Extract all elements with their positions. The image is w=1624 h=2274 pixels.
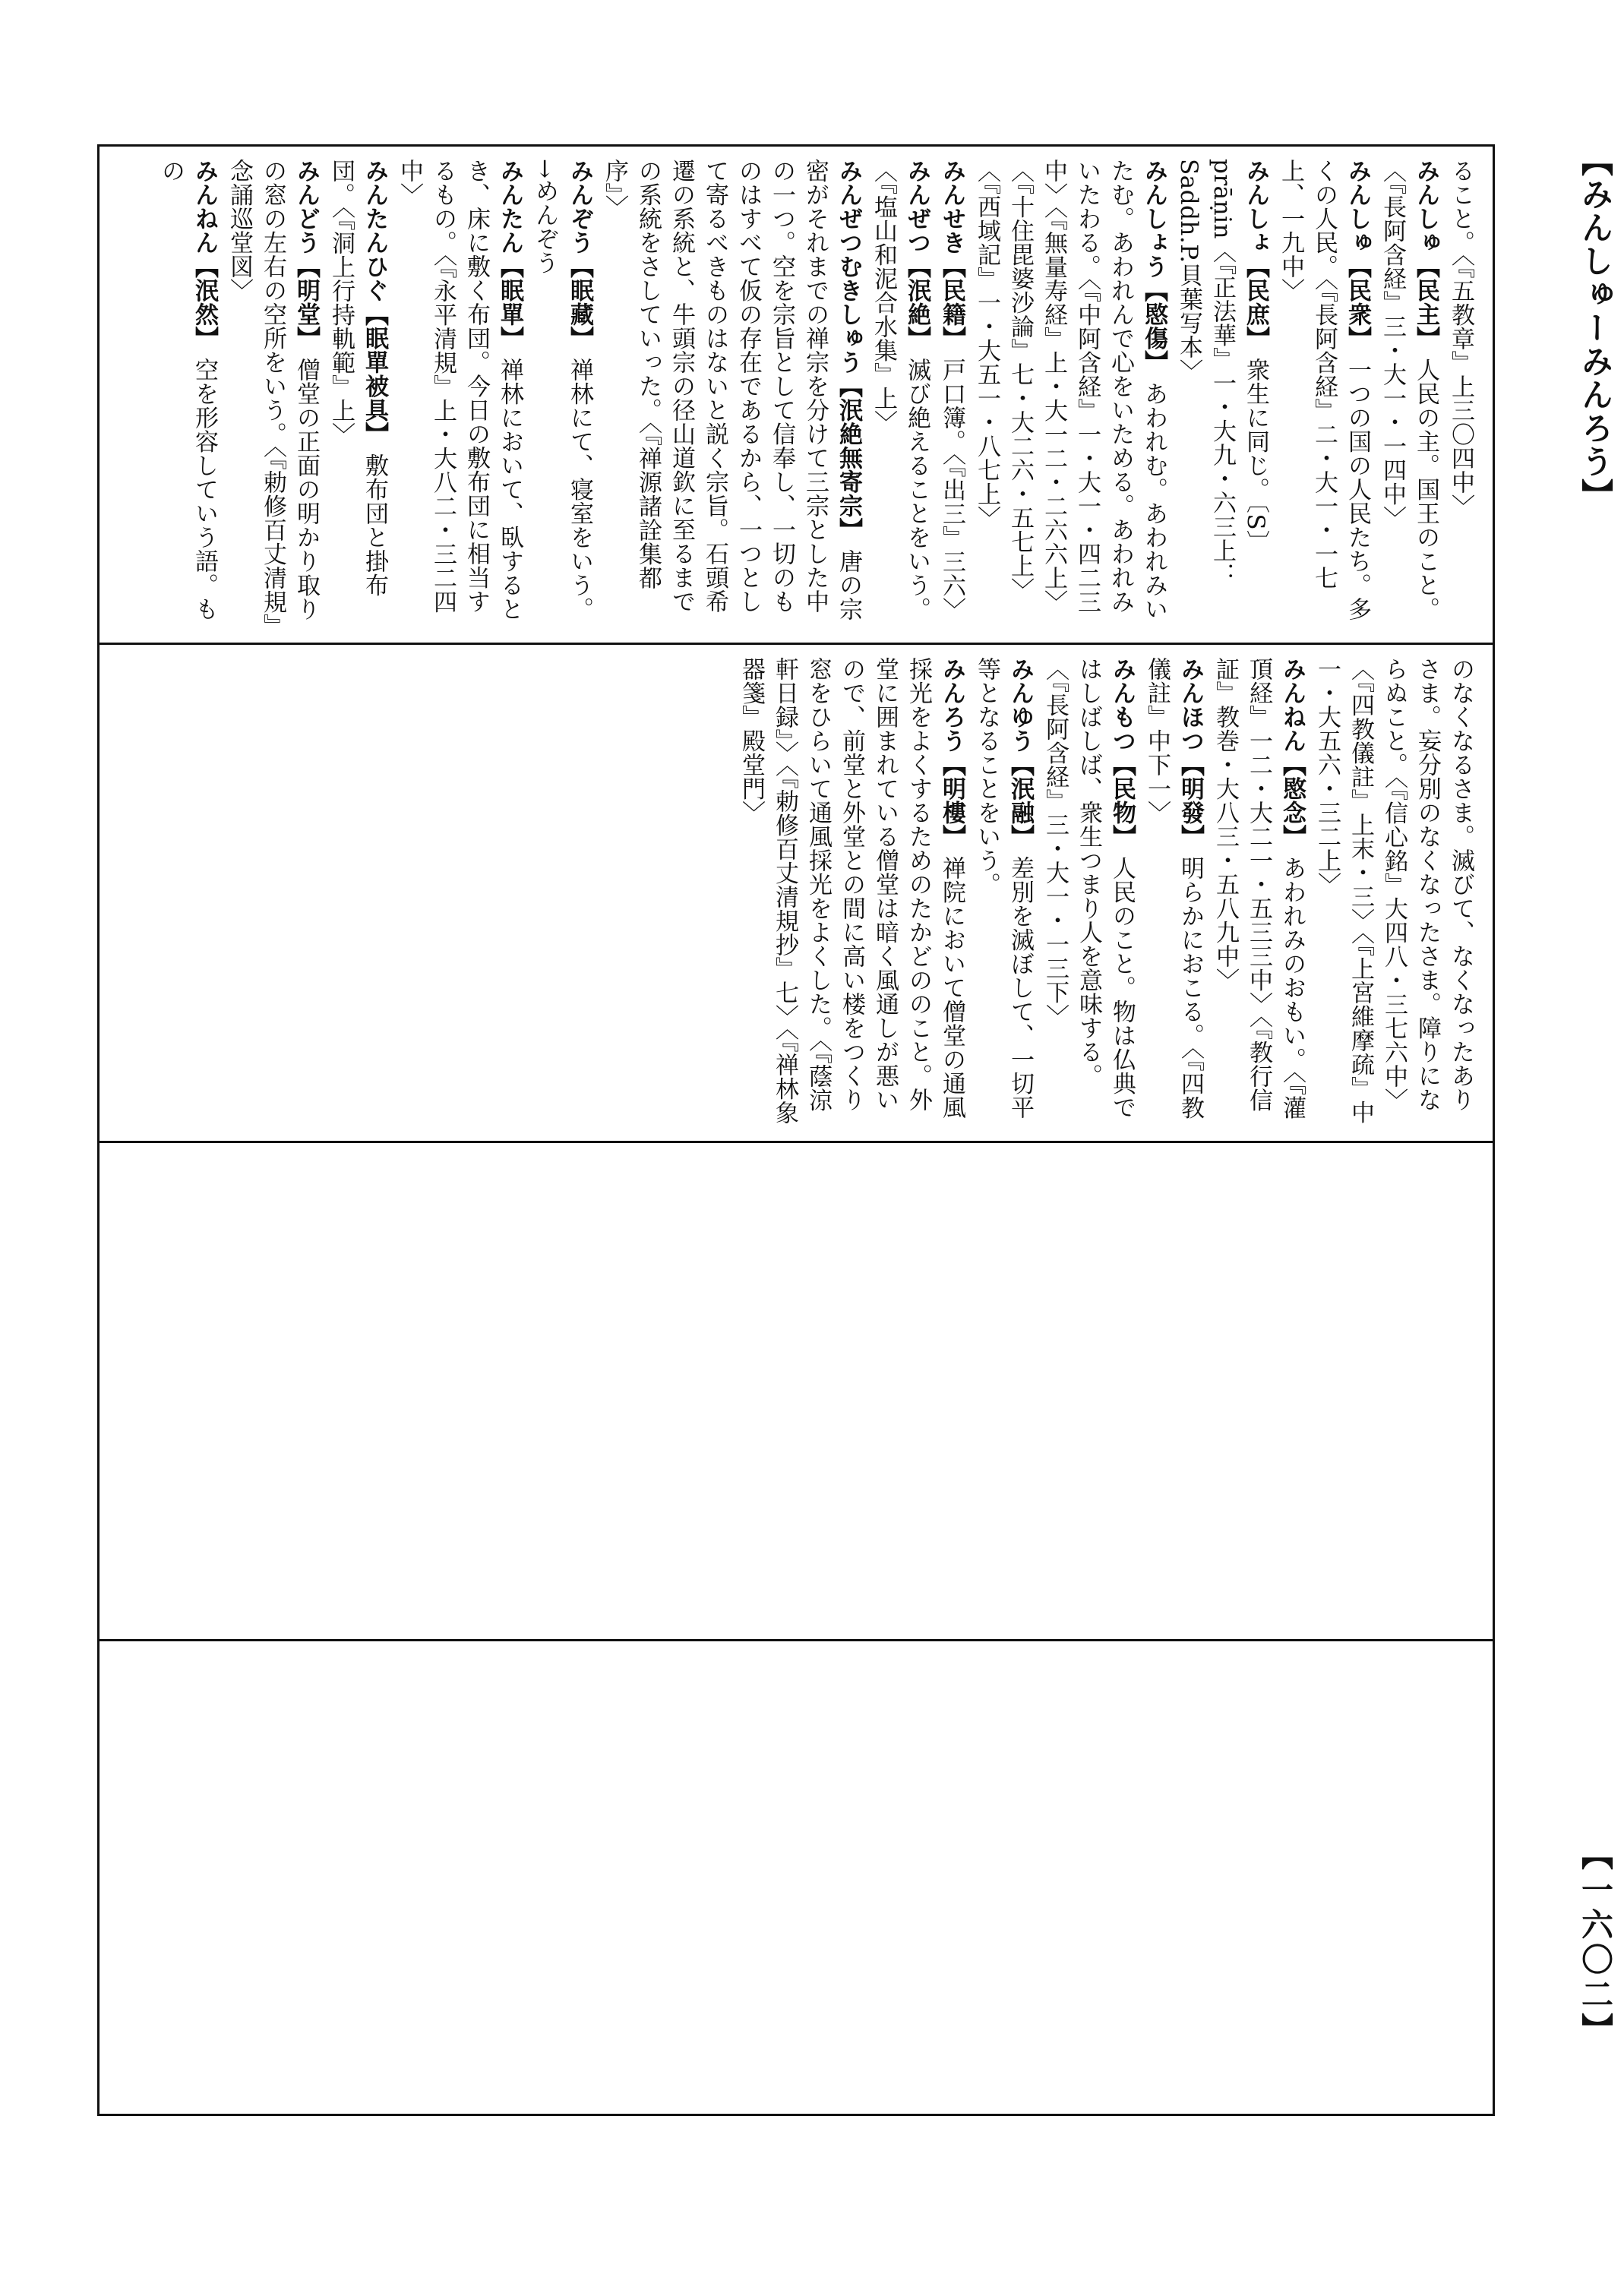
text-band-3-empty (100, 1141, 1493, 1639)
dictionary-entry (935, 159, 968, 630)
dictionary-entry (598, 159, 865, 630)
entry-definition: 人民の主。国王のこと。〈『長阿含経』三・大一・一四中〉 (1379, 159, 1439, 621)
entry-definition: 禅院において僧堂の通風採光をよくするためのたかどののこと。外堂に囲まれている僧堂は暗く風通しが悪いので、前堂と外堂との間に高い楼をつくり窓をひらいて通風採光をよくした。〈『蔭涼軒日録』〉〈『勅修百丈清規抄』七〉〈『禅林象器箋』殿堂門〉 (738, 657, 965, 1125)
entry-headword: みんぜつ【泯絶】 (903, 159, 930, 350)
dictionary-entry (1274, 159, 1374, 630)
entry-definition: 戸口簿。〈『出三』三六〉 (938, 358, 965, 622)
entry-definition: 唐の宗密がそれまでの禅宗を分けて三宗とした中の一つ。空を宗旨として信奉し、一切のものはすべて仮の存在であるから、一つとして寄るべきものはないと説く宗旨。石頭希遷の系統と、牛頭宗の径山道欽に至るまでの系統をさしていった。〈『禅源諸詮集都序』〉 (601, 159, 862, 621)
dictionary-entry (223, 159, 323, 630)
dictionary-entry (528, 159, 561, 630)
page-number: 【一六〇二】 (1577, 1838, 1614, 2048)
dictionary-entry (735, 657, 968, 1128)
dictionary-entry (1038, 657, 1139, 1128)
entry-headword: みんせき【民籍】 (938, 159, 965, 350)
dictionary-entry (867, 159, 934, 630)
entry-definition: のなくなるさま。滅びて、なくなったありさま。妄分別のなくなったさま。障りにならぬこと。〈『信心銘』大四八・三七六中〉〈『四教儀註』上末・三〉〈『上宮維摩疏』中一・大五六・三二上〉 (1313, 657, 1474, 1124)
entry-definition: あわれみのおもい。〈『灌頂経』一二・大二一・五三三中〉〈『教行信証』教巻・大八三・五八九中〉 (1212, 657, 1306, 1120)
entry-definition: 明らかにおこる。〈『四教儀註』中下一〉 (1143, 657, 1204, 1120)
entry-headword: みんたんひぐ【眠單被具】 (361, 159, 388, 446)
entry-headword: みんゆう【泯融】 (1006, 657, 1034, 848)
dictionary-entry (1376, 159, 1442, 630)
text-band-1 (100, 147, 1493, 643)
entry-headword: みんしょ【民庶】 (1242, 159, 1269, 350)
dictionary-entry (970, 159, 1171, 630)
entry-headword: みんしゅ【民衆】 (1344, 159, 1371, 350)
entry-headword: みんろう【明樓】 (938, 657, 965, 848)
entry-definition: 人民のこと。物は仏典ではしばしば、衆生つまり人を意味する。〈『長阿含経』三・大一・一三下〉 (1041, 657, 1136, 1120)
band-1-text (153, 159, 1477, 630)
entry-headword: みんもつ【民物】 (1108, 657, 1136, 848)
entry-headword: みんどう【明堂】 (292, 159, 320, 350)
dictionary-entry (970, 657, 1037, 1128)
page-frame (97, 144, 1495, 2116)
entry-headword: みんぞう【眠藏】 (566, 159, 593, 350)
dictionary-entry (1444, 159, 1477, 630)
entry-headword: みんねん【愍念】 (1278, 657, 1306, 848)
dictionary-entry (563, 159, 596, 630)
dictionary-entry (154, 159, 221, 630)
entry-headword: みんぜつむきしゅう【泯絶無寄宗】 (835, 159, 862, 542)
entry-definition: 禅林において、臥するとき、床に敷く布団。今日の敷布団に相当するもの。〈『永平清規』上・大八二・三二四中〉 (396, 159, 523, 621)
entry-definition: 一つの国の人民たち。多くの人民。〈『長阿含経』二・大一・一七上、一九中〉 (1277, 159, 1371, 621)
entry-definition: 衆生に同じ。〔S〕prāṇin〈『正法華』一・大九・六三上：Saddh.P.貝葉写本〉 (1175, 159, 1269, 586)
entry-definition: あわれむ。あわれみいたむ。あわれんで心をいためる。あわれみいたわる。〈『中阿含経』一・大一・四二三中〉〈『無量寿経』上・大一二・二六六上〉〈『十住毘婆沙論』七・大二六・五七上〉〈『西域記』一・大五一・八七上〉 (973, 159, 1167, 621)
text-band-4-empty (100, 1639, 1493, 2118)
dictionary-entry (324, 159, 391, 630)
entry-definition: 禅林にて、寝室をいう。 (566, 358, 593, 621)
entry-headword: みんたん【眠單】 (496, 159, 523, 350)
entry-definition: 空を形容していう語。もの (157, 159, 218, 621)
dictionary-entry (1140, 657, 1207, 1128)
entry-headword: みんしょう【愍傷】 (1140, 159, 1167, 374)
entry-definition: ること。〈『五教章』上三〇四中〉 (1447, 159, 1474, 518)
dictionary-entry (1209, 657, 1309, 1128)
entry-definition: 僧堂の正面の明かり取りの窓の左右の空所をいう。〈『勅修百丈清規』念誦巡堂図〉 (226, 159, 320, 626)
dictionary-entry (1172, 159, 1272, 630)
text-band-2 (100, 643, 1493, 1141)
entry-definition: 差別を滅ぼして、一切平等となることをいう。 (973, 657, 1034, 1120)
dictionary-entry (393, 159, 526, 630)
entry-headword: みんほつ【明發】 (1177, 657, 1204, 848)
band-2-text (733, 657, 1477, 1128)
running-head: 【みんしゅーみんろう】 (1577, 144, 1614, 512)
entry-headword: みんしゅ【民主】 (1412, 159, 1439, 350)
entry-definition: 滅び絶えることをいう。〈『塩山和泥合水集』上〉 (870, 159, 930, 621)
entry-definition: 敷布団と掛布団。〈『洞上行持軌範』上〉 (327, 159, 388, 598)
dictionary-entry (1310, 657, 1477, 1128)
entry-headword: みんねん【泯然】 (191, 159, 218, 350)
entry-definition: →めんぞう (531, 159, 558, 275)
